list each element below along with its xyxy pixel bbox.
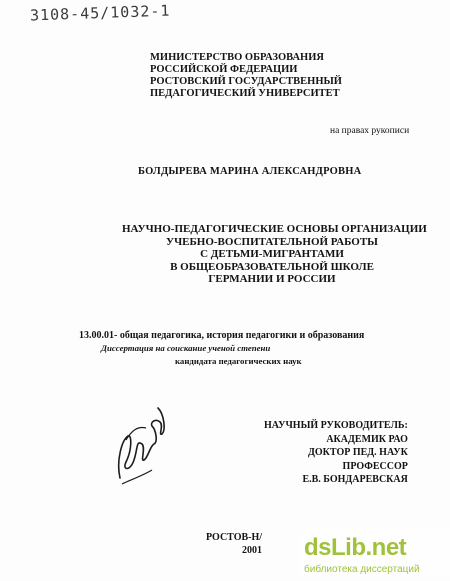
degree-statement: Диссертация на соискание ученой степени <box>101 343 271 353</box>
city: РОСТОВ-Н/ <box>206 532 263 543</box>
author-name: БОЛДЫРЕВА МАРИНА АЛЕКСАНДРОВНА <box>138 166 362 177</box>
handwritten-catalog-number: 3108-45/1032-1 <box>29 1 171 25</box>
title-line: ГЕРМАНИИ И РОССИИ <box>208 273 336 285</box>
dslib-watermark <box>304 534 450 581</box>
supervisor-line: ДОКТОР ПЕД. НАУК <box>308 447 408 458</box>
supervisor-line: Е.В. БОНДАРЕВСКАЯ <box>302 474 408 485</box>
title-line: УЧЕБНО-ВОСПИТАТЕЛЬНОЙ РАБОТЫ <box>166 235 378 248</box>
title-line: С ДЕТЬМИ-МИГРАНТАМИ <box>200 248 344 260</box>
ministry-header <box>150 52 342 100</box>
supervisor-line: НАУЧНЫЙ РУКОВОДИТЕЛЬ: <box>264 420 408 431</box>
year: 2001 <box>242 545 262 556</box>
watermark-caption: библиотека диссертаций <box>304 564 420 575</box>
title-line: НАУЧНО-ПЕДАГОГИЧЕСКИЕ ОСНОВЫ ОРГАНИЗАЦИИ <box>122 223 427 235</box>
ministry-line: РОСТОВСКИЙ ГОСУДАРСТВЕННЫЙ <box>150 76 342 87</box>
supervisor-block <box>264 419 408 487</box>
dslib-logo: dsLib.net <box>304 534 407 561</box>
ministry-line: МИНИСТЕРСТВО ОБРАЗОВАНИЯ <box>150 52 324 63</box>
ministry-line: РОССИЙСКОЙ ФЕДЕРАЦИИ <box>150 64 298 75</box>
ministry-line: ПЕДАГОГИЧЕСКИЙ УНИВЕРСИТЕТ <box>150 88 340 99</box>
handwritten-signature <box>112 400 172 490</box>
specialty-code: 13.00.01- общая педагогика, история педагогики и образования <box>79 330 365 341</box>
dissertation-title <box>122 223 427 286</box>
degree-name: кандидата педагогических наук <box>175 356 302 366</box>
supervisor-line: АКАДЕМИК РАО <box>326 433 408 445</box>
manuscript-rights-note: на правах рукописи <box>330 126 410 136</box>
title-line: В ОБЩЕОБРАЗОВАТЕЛЬНОЙ ШКОЛЕ <box>170 260 374 273</box>
supervisor-line: ПРОФЕССОР <box>342 460 408 472</box>
